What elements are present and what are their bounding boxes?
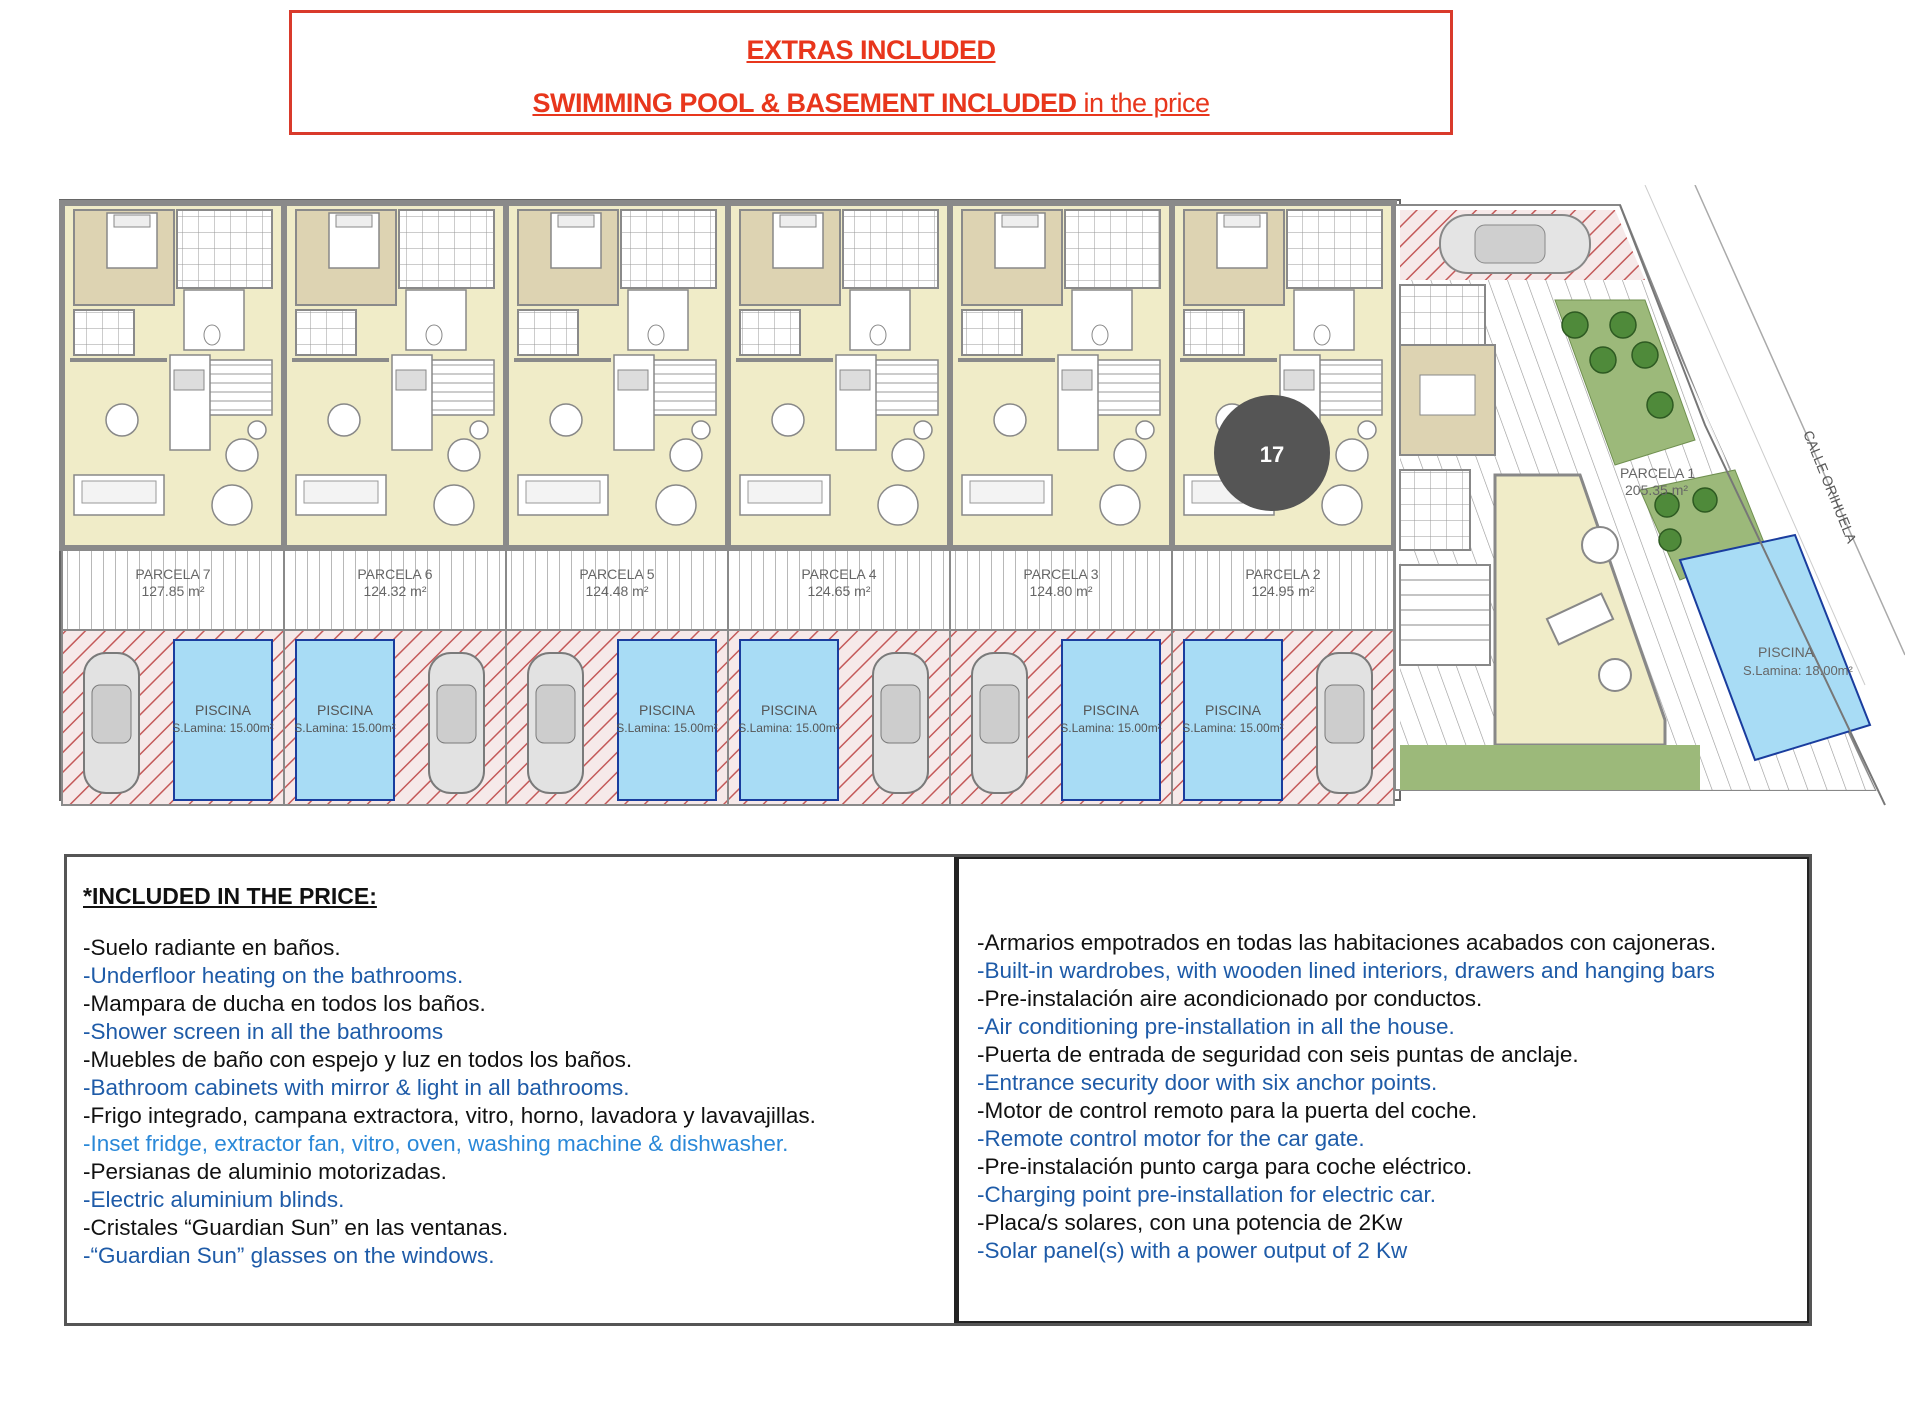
unit-3	[506, 203, 728, 805]
pool	[618, 640, 716, 800]
feature-item-en: -Charging point pre-installation for electric car.	[977, 1182, 1436, 1207]
parcel-area: 124.95 m²	[1251, 583, 1315, 599]
pool-area: S.Lamina: 15.00m²	[738, 721, 840, 735]
pool-label: PISCINA	[638, 702, 696, 718]
parcel-area: 124.48 m²	[585, 583, 649, 599]
pool	[1062, 640, 1160, 800]
feature-item-es: -Persianas de aluminio motorizadas.	[83, 1159, 447, 1184]
unit-badge-number: 17	[1259, 442, 1285, 467]
feature-item-en-light: -Inset fridge, extractor fan, vitro, oven, washing machine & dishwasher.	[83, 1131, 789, 1156]
feature-item-en: -“Guardian Sun” glasses on the windows.	[83, 1243, 495, 1268]
unit-1	[62, 203, 284, 805]
car	[528, 653, 583, 793]
pool-area: S.Lamina: 15.00m²	[294, 721, 396, 735]
extras-header-box	[289, 10, 1453, 135]
unit-badge	[1214, 395, 1330, 511]
pool-area: S.Lamina: 15.00m²	[1182, 721, 1284, 735]
unit-2	[284, 203, 506, 805]
unit-5	[950, 203, 1172, 805]
car	[1317, 653, 1372, 793]
pool-label: PISCINA	[316, 702, 374, 718]
corner-car	[1440, 215, 1590, 273]
pool-label: PISCINA	[1204, 702, 1262, 718]
car	[972, 653, 1027, 793]
pool-area: S.Lamina: 15.00m²	[1060, 721, 1162, 735]
parcel-1-area: 205.35 m²	[1625, 482, 1689, 498]
parcel-area: 124.65 m²	[807, 583, 871, 599]
floor-plan	[55, 185, 1905, 825]
pool-1-label: PISCINA	[1758, 644, 1815, 660]
feature-item-es: -Armarios empotrados en todas las habitaciones acabados con cajoneras.	[977, 930, 1717, 955]
extras-subtitle	[292, 88, 1450, 119]
pool-1-area: S.Lamina: 18.00m²	[1743, 663, 1853, 678]
features-table	[64, 854, 1812, 1326]
pool-label: PISCINA	[1082, 702, 1140, 718]
feature-item-en: -Bathroom cabinets with mirror & light in all bathrooms.	[83, 1075, 630, 1100]
extras-subtitle-rest: in the price	[1076, 88, 1210, 118]
features-title: *INCLUDED IN THE PRICE:	[83, 883, 377, 909]
car	[429, 653, 484, 793]
features-left-column	[67, 857, 957, 1323]
feature-item-en: -Remote control motor for the car gate.	[977, 1126, 1365, 1151]
pool	[740, 640, 838, 800]
feature-item-es: -Motor de control remoto para la puerta del coche.	[977, 1098, 1478, 1123]
extras-subtitle-strong: SWIMMING POOL & BASEMENT INCLUDED	[532, 88, 1077, 118]
car	[873, 653, 928, 793]
feature-item-es: -Pre-instalación aire acondicionado por conductos.	[977, 986, 1483, 1011]
parcel-1-label: PARCELA 1	[1620, 465, 1696, 481]
parcel-area: 124.32 m²	[363, 583, 427, 599]
pool-label: PISCINA	[194, 702, 252, 718]
pool-area: S.Lamina: 15.00m²	[172, 721, 274, 735]
features-left-list	[83, 934, 938, 1270]
car	[84, 653, 139, 793]
feature-item-es: -Suelo radiante en baños.	[83, 935, 341, 960]
feature-item-en: -Air conditioning pre-installation in all the house.	[977, 1014, 1455, 1039]
corner-unit-parcela-1	[1395, 185, 1905, 805]
features-right-column	[957, 857, 1809, 1323]
parcel-label: PARCELA 4	[801, 566, 877, 582]
feature-item-es: -Cristales “Guardian Sun” en las ventanas.	[83, 1215, 509, 1240]
pool-label: PISCINA	[760, 702, 818, 718]
parcel-label: PARCELA 5	[579, 566, 655, 582]
pool	[296, 640, 394, 800]
feature-item-en: -Electric aluminium blinds.	[83, 1187, 345, 1212]
feature-item-en: -Underfloor heating on the bathrooms.	[83, 963, 464, 988]
parcel-label: PARCELA 3	[1023, 566, 1099, 582]
feature-item-es: -Mampara de ducha en todos los baños.	[83, 991, 486, 1016]
feature-item-es: -Muebles de baño con espejo y luz en todos los baños.	[83, 1047, 633, 1072]
pool-area: S.Lamina: 15.00m²	[616, 721, 718, 735]
parcel-label: PARCELA 6	[357, 566, 433, 582]
pool	[1184, 640, 1282, 800]
parcel-label: PARCELA 2	[1245, 566, 1321, 582]
parcel-label: PARCELA 7	[135, 566, 211, 582]
feature-item-es: -Pre-instalación punto carga para coche eléctrico.	[977, 1154, 1473, 1179]
street-label: CALLE ORIHUELA	[1800, 428, 1860, 546]
features-right-list	[977, 929, 1789, 1265]
feature-item-en: -Entrance security door with six anchor points.	[977, 1070, 1438, 1095]
feature-item-en: -Solar panel(s) with a power output of 2 Kw	[977, 1238, 1408, 1263]
feature-item-es: -Placa/s solares, con una potencia de 2Kw	[977, 1210, 1403, 1235]
parcel-area: 124.80 m²	[1029, 583, 1093, 599]
feature-item-es: -Frigo integrado, campana extractora, vitro, horno, lavadora y lavavajillas.	[83, 1103, 816, 1128]
parcel-area: 127.85 m²	[141, 583, 205, 599]
feature-item-es: -Puerta de entrada de seguridad con seis puntas de anclaje.	[977, 1042, 1579, 1067]
feature-item-en: -Built-in wardrobes, with wooden lined interiors, drawers and hanging bars	[977, 958, 1715, 983]
feature-item-en: -Shower screen in all the bathrooms	[83, 1019, 444, 1044]
extras-title: EXTRAS INCLUDED	[746, 35, 996, 65]
townhouse-units	[62, 203, 1394, 805]
pool	[174, 640, 272, 800]
unit-4	[728, 203, 950, 805]
